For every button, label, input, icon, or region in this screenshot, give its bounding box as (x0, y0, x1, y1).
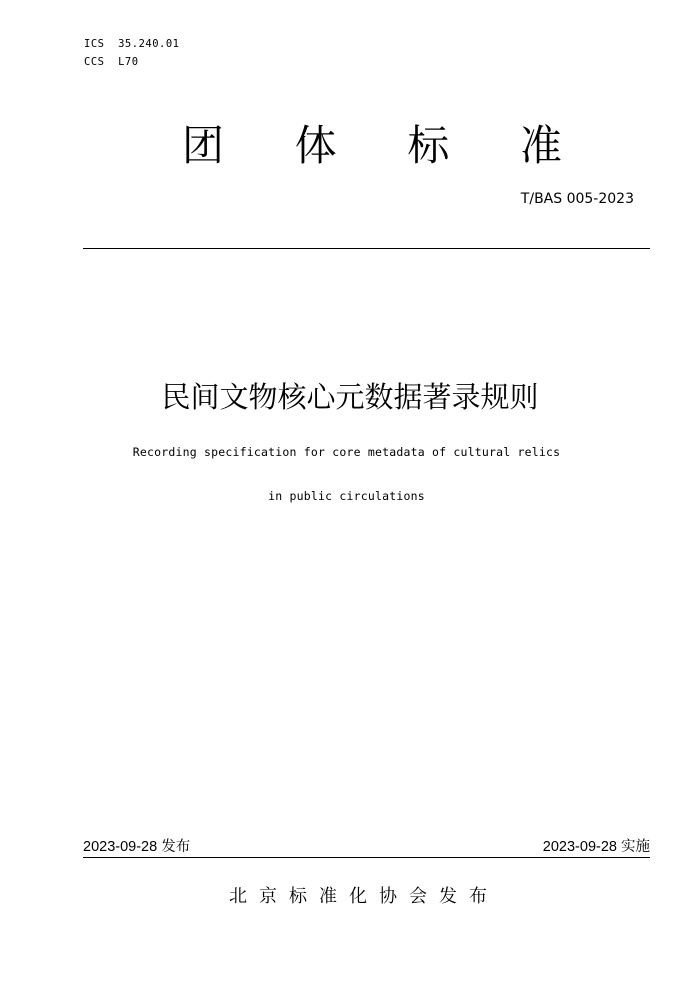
footer-divider (83, 857, 650, 858)
standard-type-char: 体 (294, 121, 337, 170)
ccs-code: CCS L70 (84, 56, 139, 68)
header-divider (83, 248, 650, 249)
effective-date: 2023-09-28 实施 (542, 839, 650, 855)
standard-type-heading (182, 118, 562, 174)
date-row (83, 836, 650, 858)
standard-type-char: 标 (407, 121, 450, 170)
document-title-english-line-2: in public circulations (268, 489, 425, 503)
classification-codes (84, 35, 180, 71)
standard-type-char: 团 (182, 121, 225, 170)
standard-number: T/BAS 005-2023 (520, 191, 634, 207)
ics-code: ICS 35.240.01 (84, 38, 180, 50)
publisher: 北京标准化协会发布 (229, 886, 499, 907)
document-title-chinese: 民间文物核心元数据著录规则 (161, 380, 539, 414)
standard-type-char: 准 (519, 121, 562, 170)
document-title-english-line-1: Recording specification for core metadata of cultural relics (132, 445, 561, 459)
publish-date: 2023-09-28 发布 (83, 839, 191, 855)
